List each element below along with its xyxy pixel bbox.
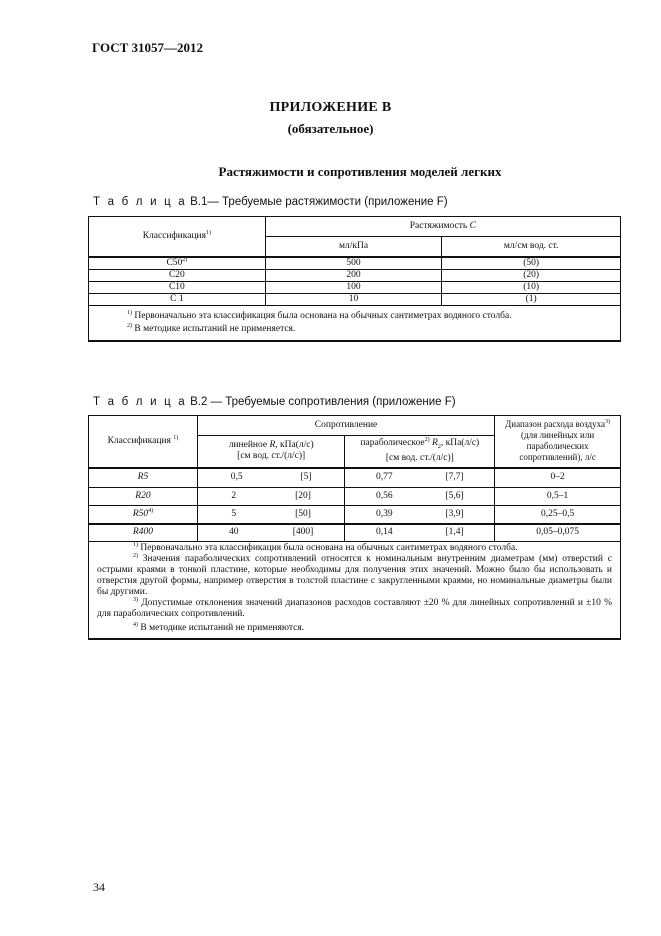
table1-note-1: $^{1)}$ Первоначально эта классификация была основана на обычных сантиметрах водяного столба. [127,309,512,321]
table2-header-classification: Классификация $^{1)}$ [89,416,198,468]
table-row [89,506,621,524]
table2-note-2: $^{2)}$ Значения параболических сопротивлений относятся к номинальным внутренним диаметрам (мм) отверстий с острыми краями в тонкой пластине, которые необходимы для получения этих значений. Можно было бы использовать и отверстия другой формы, например отверстия в толстой пластине с закругленными краями, но номинальные диаметры были бы другими. [97,552,612,597]
table1-caption-text: В.1— Требуемые растяжимости (приложение F) [186,196,448,208]
table1-cell-v1: 200 [265,269,442,281]
table2-cell-range: 0–2 [495,468,621,488]
table2-caption-prefix: Т а б л и ц а [93,396,187,408]
table2-cell-class: R400 [89,524,198,542]
table-row [89,488,621,506]
table1-cell-class: С 1 [89,293,266,305]
table2-cell-class: R50$^{4)}$ [89,506,198,524]
table1-cell-v2: (1) [442,293,621,305]
table1 [88,216,621,342]
table2-note-4: $^{4)}$ В методике испытаний не применяются. [133,621,305,633]
table2-header-resistance: Сопротивление [197,416,494,436]
table-row [89,257,621,270]
table1-caption-prefix: Т а б л и ц а [93,196,187,208]
appendix-title: ПРИЛОЖЕНИЕ В [269,100,392,115]
table1-cell-v2: (10) [442,281,621,293]
table-row [89,524,621,542]
table2-cell-parabolic: 0,56 [5,6] [345,488,495,506]
table1-cell-class: С10 [89,281,266,293]
table2 [88,415,621,640]
table2-cell-range: 0,5–1 [495,488,621,506]
table2-cell-class: R20 [89,488,198,506]
page-number: 34 [93,880,105,894]
table2-caption-text: В.2 — Требуемые сопротивления (приложение F) [186,396,456,408]
table2-cell-linear: 2 [20] [197,488,345,506]
table1-cell-v1: 100 [265,281,442,293]
table1-cell-v2: (50) [442,257,621,270]
table1-cell-v1: 10 [265,293,442,305]
table2-note-1: $^{1)}$ Первоначально эта классификация была основана на обычных сантиметрах водяного столба. [133,541,518,553]
table1-cell-v2: (20) [442,269,621,281]
table1-note-2: $^{2)}$ В методике испытаний не применяется. [127,322,296,334]
table2-cell-linear: 5 [50] [197,506,345,524]
appendix-subtitle: (обязательное) [287,121,374,136]
table2-header-linear: линейное R, кПа(л/с) [см вод. ст./(л/с)] [197,436,345,468]
table2-cell-linear: 40 [400] [197,524,345,542]
table1-footnotes [89,305,621,341]
table-row [89,468,621,488]
section-title: Растяжимости и сопротивления моделей легких [218,164,502,179]
table1-caption [93,196,448,208]
table2-cell-class: R5 [89,468,198,488]
table2-cell-parabolic: 0,77 [7,7] [345,468,495,488]
table-row [89,293,621,305]
table1-header-ml-kpa: мл/кПа [265,237,442,257]
table1-header-classification: Классификация$^{1)}$ [89,217,266,257]
document-code: ГОСТ 31057—2012 [92,40,204,55]
table2-caption [93,396,456,408]
table-row [89,281,621,293]
table1-header-compliance: Растяжимость С [265,217,620,237]
table1-header-ml-cm: мл/см вод. ст. [442,237,621,257]
table2-header-flow-range: Диапазон расхода воздуха$^{3)}$ (для линейных или параболических сопротивлений), л/с [495,416,621,468]
table2-footnotes [89,542,621,640]
table-row [89,269,621,281]
table2-header-parabolic: параболическое$^{2)}$ $R_2$, кПа(л/с) [см вод. ст./(л/с)] [345,436,495,468]
table2-cell-parabolic: 0,14 [1,4] [345,524,495,542]
table2-note-3: $^{3)}$ Допустимые отклонения значений диапазонов расходов составляют ±20 % для линейных сопротивлений и ±10 % для параболических сопротивлений. [97,596,612,619]
table1-cell-v1: 500 [265,257,442,270]
table1-cell-class: С20 [89,269,266,281]
table2-cell-linear: 0,5 [5] [197,468,345,488]
table2-cell-range: 0,25–0,5 [495,506,621,524]
table2-cell-parabolic: 0,39 [3,9] [345,506,495,524]
table1-cell-class: С50$^{2)}$ [89,257,266,270]
table2-cell-range: 0,05–0,075 [495,524,621,542]
